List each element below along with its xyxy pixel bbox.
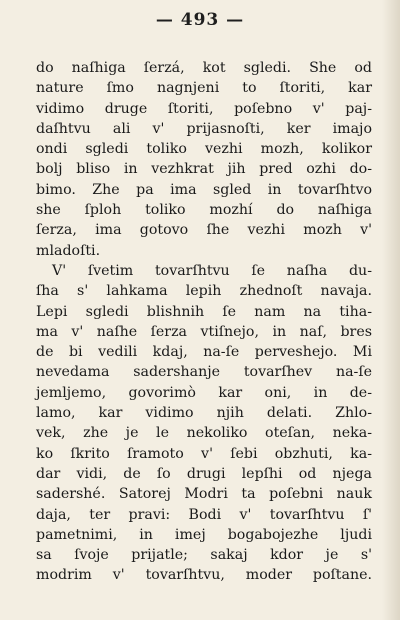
text-line: bimo. Zhe pa ima sgled in tovarſhtvo: [36, 181, 372, 198]
text-line: mladoſti.: [36, 242, 101, 259]
text-line: ma v' naſhe ſerza vtiſnejo, in naſ, bres: [36, 323, 372, 340]
text-line: ſerza, ima gotovo ſhe vezhi mozh v': [36, 222, 372, 239]
text-line: do naſhiga ſerzá, kot sgledi. She od: [36, 60, 372, 76]
text-line: Lepi sgledi blishnih ſe nam na tiha-: [36, 303, 372, 320]
text-line: vidimo druge ſtoriti, poſebno v' paj-: [36, 100, 372, 117]
text-line: vek, zhe je le nekoliko oteſan, neka-: [36, 425, 372, 442]
text-line: daſhtvu ali v' prijasnoſti, ker imajo: [36, 120, 372, 137]
text-line: sa ſvoje prijatle; sakaj kdor je s': [36, 547, 372, 564]
text-line: nature ſmo nagnjeni to ſtoriti, kar: [36, 80, 372, 97]
text-line: ko ſkrito ſramoto v' ſebi obzhuti, ka-: [36, 445, 372, 462]
text-line: modrim v' tovarſhtvu, moder poſtane.: [36, 567, 372, 584]
text-line: bolj bliso in vezhkrat jih pred ozhi do-: [36, 161, 372, 178]
paragraph-1: [36, 58, 372, 261]
text-line: nevedama sadershanje tovarſhev na-ſe: [36, 364, 372, 381]
text-line: ſha s' lahkama lepih zhednoſt navaja.: [36, 283, 372, 300]
text-line: pametnimi, in imej bogabojezhe ljudi: [36, 526, 372, 543]
text-line: dar vidi, de ſo drugi lepſhi od njega: [36, 465, 372, 482]
text-line: de bi vedili kdaj, na-ſe perveshejo. Mi: [36, 344, 372, 361]
text-line: sadershé. Satorej Modri ta poſebni nauk: [36, 486, 372, 503]
paragraph-2: [36, 261, 372, 586]
text-line: ondi sgledi toliko vezhi mozh, kolikor: [36, 141, 372, 158]
body-text: [36, 58, 372, 586]
text-line: she ſploh toliko mozhí do naſhiga: [36, 202, 372, 219]
text-line: daja, ter pravi: Bodi v' tovarſhtvu ſ': [36, 506, 372, 523]
page-edge-shadow: [382, 0, 400, 620]
text-line: lamo, kar vidimo njih delati. Zhlo-: [36, 405, 372, 422]
text-line: jemljemo, govorimò kar oni, in de-: [36, 384, 372, 401]
page-number: — 493 —: [155, 10, 245, 30]
text-line: V' ſvetim tovarſhtvu ſe naſha du-: [52, 262, 372, 279]
